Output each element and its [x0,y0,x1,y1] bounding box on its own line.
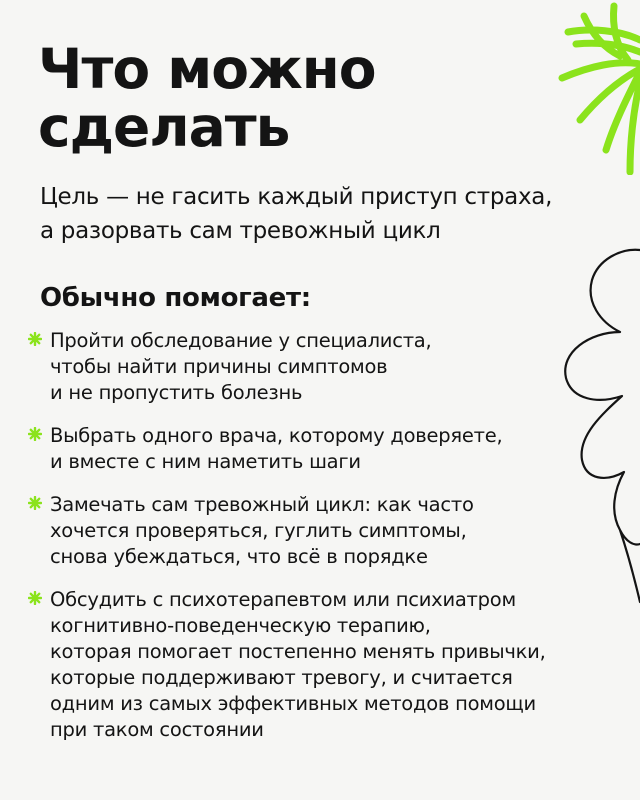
list-item-text: Обсудить с психотерапевтом или психиатром когнитивно-поведенческую терапию, которая помогает постепенно менять привычки, которые поддерживают тревогу, и считается одним из самых эффективных методов помощи при таком состоянии [50,588,546,741]
list-item-text: Выбрать одного врача, которому доверяете, и вместе с ним наметить шаги [50,424,503,473]
asterisk-icon [28,591,42,605]
list-item [28,328,588,406]
asterisk-icon [28,496,42,510]
subtitle: Цель — не гасить каждый приступ страха, а разорвать сам тревожный цикл [40,184,553,244]
list-item-text: Замечать сам тревожный цикл: как часто хочется проверяться, гуглить симптомы, снова убеждаться, что всё в порядке [50,493,474,568]
section-heading: Обычно помогает: [40,283,311,313]
list-item-text: Пройти обследование у специалиста, чтобы найти причины симптомов и не пропустить болезнь [50,329,432,404]
list-item [28,423,588,475]
page-title: Что можно сделать [38,37,376,159]
tips-list [28,328,588,743]
list-item [28,492,588,570]
asterisk-icon [28,427,42,441]
asterisk-icon [28,332,42,346]
list-item [28,587,588,743]
